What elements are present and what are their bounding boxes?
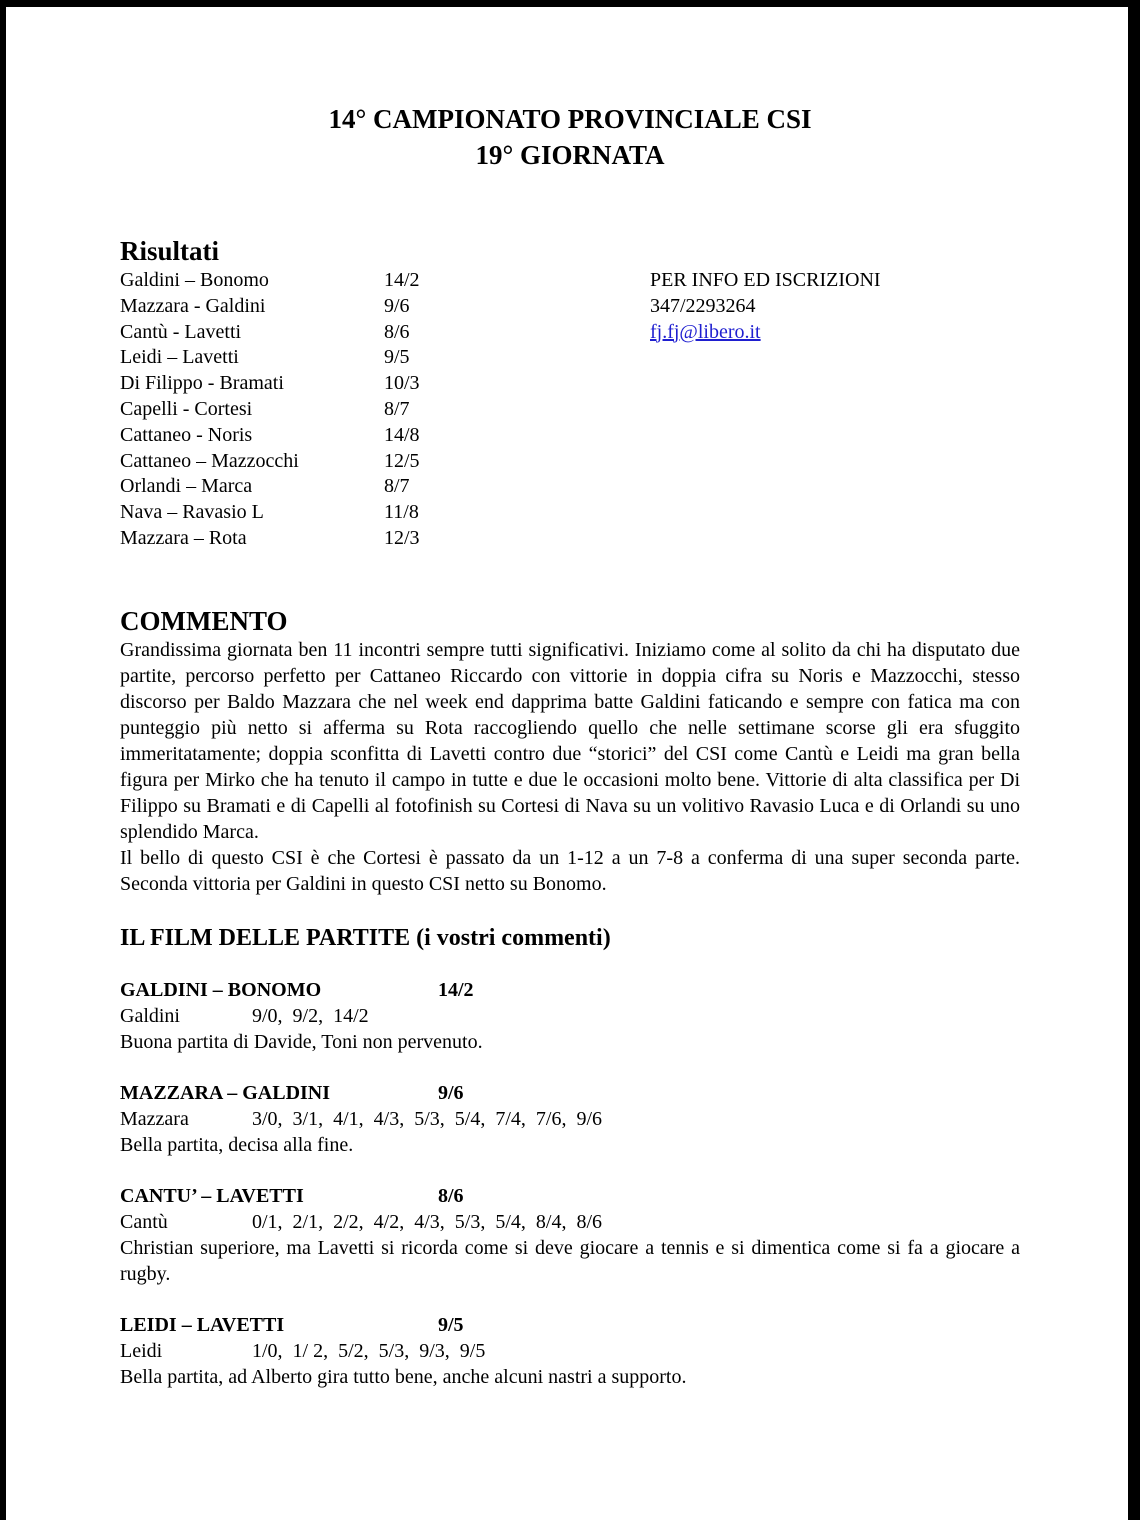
match-player: Mazzara xyxy=(120,1108,189,1130)
match-comment: Buona partita di Davide, Toni non pervenuto. xyxy=(120,1031,483,1053)
film-heading: IL FILM DELLE PARTITE (i vostri commenti) xyxy=(120,925,611,951)
result-score: 8/7 xyxy=(384,397,410,420)
match-player: Cantù xyxy=(120,1211,168,1233)
match-comment: Bella partita, decisa alla fine. xyxy=(120,1134,354,1156)
match-score: 9/6 xyxy=(438,1082,464,1104)
result-match: Nava – Ravasio L xyxy=(120,501,264,524)
result-match: Cattaneo - Noris xyxy=(120,423,253,446)
result-match: Di Filippo - Bramati xyxy=(120,372,284,395)
result-match: Mazzara - Galdini xyxy=(120,294,266,317)
document-title: 14° CAMPIONATO PROVINCIALE CSI xyxy=(328,104,812,134)
match-score: 8/6 xyxy=(438,1185,464,1207)
match-title: CANTU’ – LAVETTI xyxy=(120,1185,304,1207)
match-title: MAZZARA – GALDINI xyxy=(120,1082,331,1104)
info-phone: 347/2293264 xyxy=(650,294,756,317)
results-heading: Risultati xyxy=(120,236,220,266)
result-score: 14/8 xyxy=(384,423,420,446)
result-score: 11/8 xyxy=(384,501,419,524)
match-score: 14/2 xyxy=(438,979,474,1001)
result-match: Orlandi – Marca xyxy=(120,475,253,498)
result-score: 12/5 xyxy=(384,449,420,472)
match-player: Leidi xyxy=(120,1340,163,1362)
result-score: 14/2 xyxy=(384,269,420,291)
info-label: PER INFO ED ISCRIZIONI xyxy=(650,269,881,291)
commento-heading: COMMENTO xyxy=(120,606,288,636)
commento-paragraph: Grandissima giornata ben 11 incontri sempre tutti significativi. Iniziamo come al solito da chi ha disputato due partite, percorso perfetto per Cattaneo Riccardo con vittorie in doppia cifra su Noris e Mazzocchi, stesso discorso per Baldo Mazzara che nel week end dapprima batte Galdini faticando e sempre con fatica ma con punteggio più netto si afferma su Rota raccogliendo quello che nelle settimane scorse gli era sfuggito immeritatamente; doppia sconfitta di Lavetti contro due “storici” del CSI come Cantù e Leidi ma gran bella figura per Mirko che ha tenuto il campo in tutte e due le occasioni molto bene. Vittorie di alta classifica per Di Filippo su Bramati e di Capelli al fotofinish su Cortesi di Nava su un volitivo Ravasio Luca e di Orlandi su uno splendido Marca. xyxy=(120,639,1020,843)
result-match: Cattaneo – Mazzocchi xyxy=(120,449,299,472)
result-match: Cantù - Lavetti xyxy=(120,320,242,343)
result-match: Mazzara – Rota xyxy=(120,526,247,549)
result-match: Galdini – Bonomo xyxy=(120,269,269,291)
match-sequence: 1/0, 1/ 2, 5/2, 5/3, 9/3, 9/5 xyxy=(252,1340,486,1362)
result-score: 8/6 xyxy=(384,320,410,343)
match-sequence: 9/0, 9/2, 14/2 xyxy=(252,1005,369,1027)
result-score: 9/6 xyxy=(384,294,410,317)
match-score: 9/5 xyxy=(438,1314,464,1336)
result-score: 8/7 xyxy=(384,475,410,498)
result-score: 9/5 xyxy=(384,346,410,369)
result-score: 12/3 xyxy=(384,526,420,549)
commento-paragraph: Il bello di questo CSI è che Cortesi è passato da un 1-12 a un 7-8 a conferma di una super seconda parte. Seconda vittoria per Galdini in questo CSI netto su Bonomo. xyxy=(120,847,1020,895)
match-sequence: 0/1, 2/1, 2/2, 4/2, 4/3, 5/3, 5/4, 8/4, 8/6 xyxy=(252,1211,603,1233)
result-match: Capelli - Cortesi xyxy=(120,397,253,420)
info-block xyxy=(650,267,881,344)
match-comment: Bella partita, ad Alberto gira tutto bene, anche alcuni nastri a supporto. xyxy=(120,1366,687,1388)
match-title: GALDINI – BONOMO xyxy=(120,979,322,1001)
match-comment: Christian superiore, ma Lavetti si ricorda come si deve giocare a tennis e si dimentica come si fa a giocare a rugby. xyxy=(120,1237,1020,1285)
match-player: Galdini xyxy=(120,1005,180,1027)
document-subtitle: 19° GIORNATA xyxy=(475,140,665,170)
match-title: LEIDI – LAVETTI xyxy=(120,1314,285,1336)
info-email-link[interactable]: fj.fj@libero.it xyxy=(650,320,761,343)
result-score: 10/3 xyxy=(384,372,420,395)
result-match: Leidi – Lavetti xyxy=(120,346,239,369)
match-sequence: 3/0, 3/1, 4/1, 4/3, 5/3, 5/4, 7/4, 7/6, 9/6 xyxy=(252,1108,603,1130)
